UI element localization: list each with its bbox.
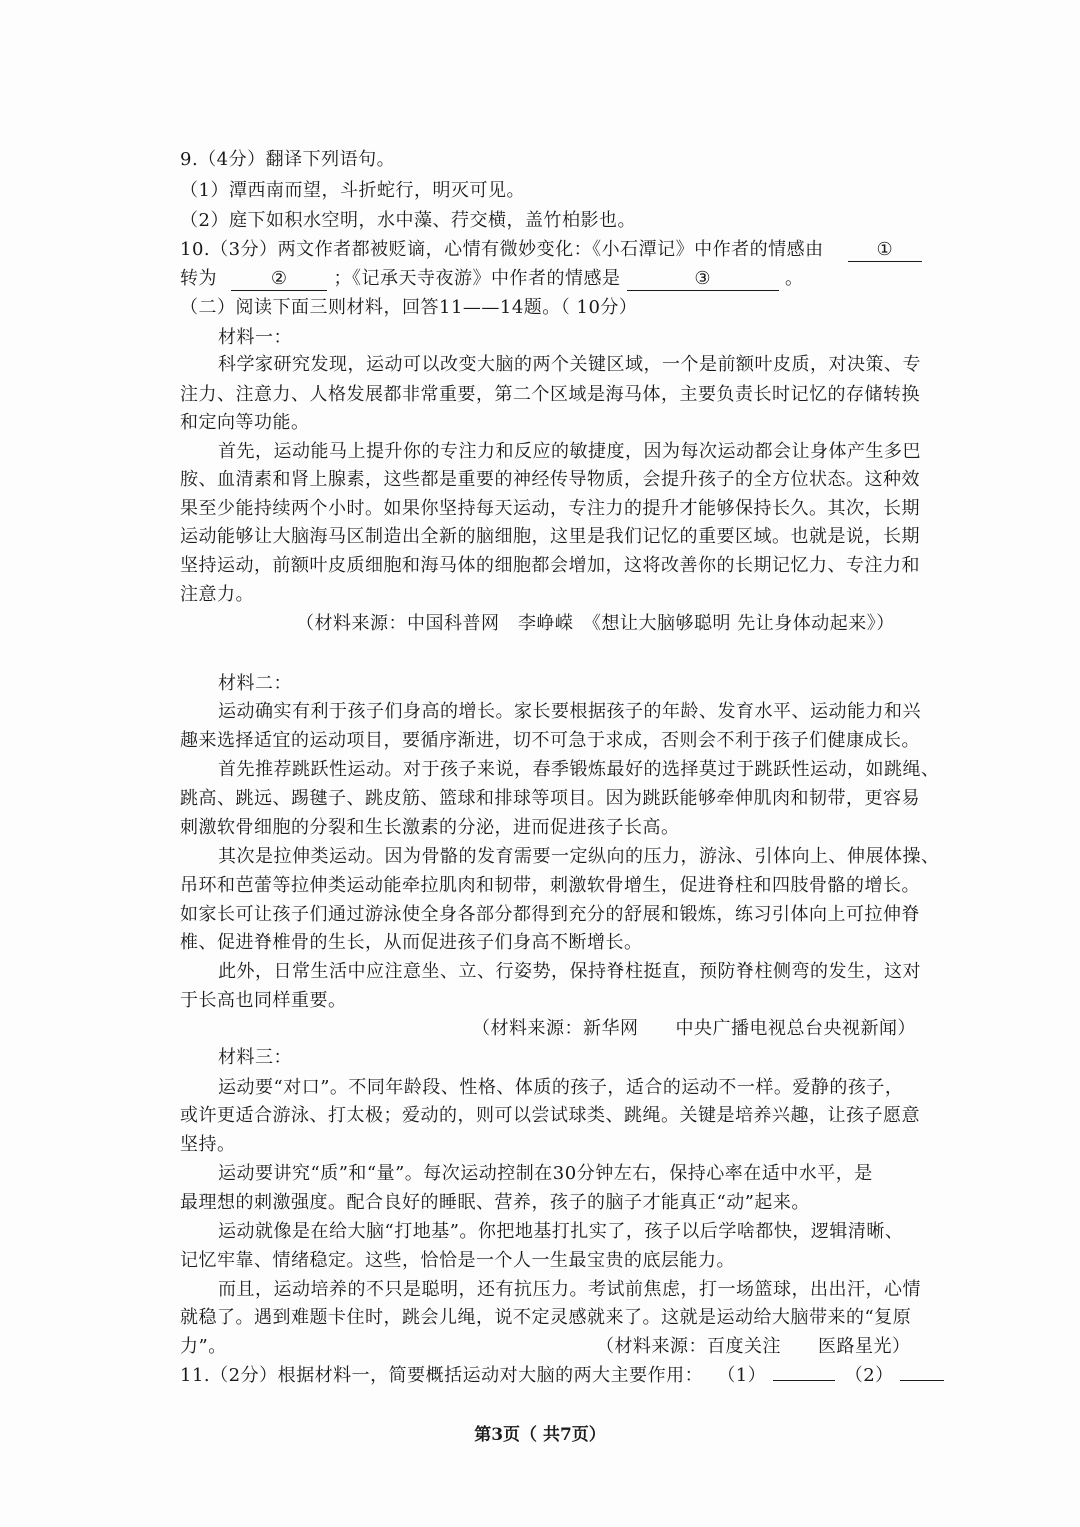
m1-p2-line: 运动能够让大脑海马区制造出全新的脑细胞，这里是我们记忆的重要区域。也就是说，长期 [180,526,920,547]
q10-blank-2[interactable]: ② [231,268,327,291]
q10-blank-3[interactable]: ③ [627,268,779,291]
q9-heading: 9.（4分）翻译下列语句。 [180,149,396,170]
m1-p2-line: 坚持运动，前额叶皮质细胞和海马体的细胞都会增加，这将改善你的长期记忆力、专注力和 [180,555,920,576]
m3-p1-line: 坚持。 [180,1134,236,1155]
m3-p3-line: 运动就像是在给大脑“打地基”。你把地基打扎实了，孩子以后学啥都快，逻辑清晰、 [218,1221,904,1242]
material-2-source: （材料来源：新华网 中央广播电视总台央视新闻） [472,1018,916,1039]
q11-blank-2[interactable] [900,1380,944,1381]
material-1-title: 材料一： [218,327,292,348]
m3-p1-line: 或许更适合游泳、打太极；爱动的，则可以尝试球类、跳绳。关键是培养兴趣，让孩子愿意 [180,1105,920,1126]
material-3-source: （材料来源：百度关注 医路星光） [596,1336,911,1357]
m2-p3-line: 吊环和芭蕾等拉伸类运动能牵拉肌肉和韧带，刺激软骨增生，促进脊柱和四肢骨骼的增长。 [180,875,920,896]
m2-p4-line: 于长高也同样重要。 [180,990,347,1011]
m2-p2-line: 首先推荐跳跃性运动。对于孩子来说，春季锻炼最好的选择莫过于跳跃性运动，如跳绳、 [218,759,940,780]
q10-blank-1[interactable]: ① [848,239,922,262]
m3-p4-line: 力”。 [180,1336,227,1357]
q11-blank-1[interactable] [773,1380,835,1381]
q11-line [180,1363,944,1389]
m2-p4-line: 此外，日常生活中应注意坐、立、行姿势，保持脊柱挺直，预防脊柱侧弯的发生，这对 [218,961,921,982]
m3-p3-line: 记忆牢靠、情绪稳定。这些，恰恰是一个人一生最宝贵的底层能力。 [180,1250,735,1271]
m2-p3-line: 如家长可让孩子们通过游泳使全身各部分都得到充分的舒展和锻炼，练习引体向上可拉伸脊 [180,904,920,925]
q10-text-b: 转为 [180,268,217,289]
m1-p2-line: 首先，运动能马上提升你的专注力和反应的敏捷度，因为每次运动都会让身体产生多巴 [218,441,921,462]
material-1-source: （材料来源：中国科普网 李峥嵘 《想让大脑够聪明 先让身体动起来》） [296,613,895,634]
q9-item-1: （1）潭西南而望，斗折蛇行，明灭可见。 [180,180,525,201]
m1-p2-line: 胺、血清素和肾上腺素，这些都是重要的神经传导物质，会提升孩子的全方位状态。这种效 [180,469,920,490]
q10-line-2 [180,266,803,292]
m1-p1-line: 注力、注意力、人格发展都非常重要，第二个区域是海马体，主要负责长时记忆的存储转换 [180,384,920,405]
m1-p1-line: 和定向等功能。 [180,412,310,433]
m1-p2-line: 果至少能持续两个小时。如果你坚持每天运动，专注力的提升才能够保持长久。其次，长期 [180,498,920,519]
m1-p2-line: 注意力。 [180,584,254,605]
m2-p2-line: 跳高、跳远、踢毽子、跳皮筋、篮球和排球等项目。因为跳跃能够牵伸肌肉和韧带，更容易 [180,788,920,809]
m3-p4-line: 而且，运动培养的不只是聪明，还有抗压力。考试前焦虑，打一场篮球，出出汗，心情 [218,1279,921,1300]
m2-p1-line: 趣来选择适宜的运动项目，要循序渐进，切不可急于求成，否则会不利于孩子们健康成长。 [180,730,920,751]
q10-text-c: ；《记承天寺夜游》中作者的情感是 [333,268,621,289]
m3-p1-line: 运动要“对口”。不同年龄段、性格、体质的孩子，适合的运动不一样。爱静的孩子， [218,1077,904,1098]
m2-p2-line: 刺激软骨细胞的分裂和生长激素的分泌，进而促进孩子长高。 [180,817,680,838]
m3-p2-line: 最理想的刺激强度。配合良好的睡眠、营养，孩子的脑子才能真正“动”起来。 [180,1192,810,1213]
q9-item-2: （2）庭下如积水空明，水中藻、荇交横，盖竹柏影也。 [180,210,636,231]
material-3-title: 材料三： [218,1047,292,1068]
q10-text-d: 。 [784,268,804,289]
q10-text-a: 10.（3分）两文作者都被贬谪，心情有微妙变化：《小石潭记》中作者的情感由 [180,239,824,260]
q11-label-2: （2） [844,1365,894,1386]
m2-p1-line: 运动确实有利于孩子们身高的增长。家长要根据孩子的年龄、发育水平、运动能力和兴 [218,701,921,722]
q11-label-1: （1） [717,1365,767,1386]
m2-p3-line: 椎、促进脊椎骨的生长，从而促进孩子们身高不断增长。 [180,932,643,953]
material-2-title: 材料二： [218,673,292,694]
m2-p3-line: 其次是拉伸类运动。因为骨骼的发育需要一定纵向的压力，游泳、引体向上、伸展体操、 [218,846,940,867]
q11-text: 11.（2分）根据材料一，简要概括运动对大脑的两大主要作用： [180,1365,704,1386]
m3-p2-line: 运动要讲究“质”和“量”。每次运动控制在30分钟左右，保持心率在适中水平，是 [218,1163,873,1184]
m1-p1-line: 科学家研究发现，运动可以改变大脑的两个关键区域，一个是前额叶皮质，对决策、专 [218,354,921,375]
m3-p4-line: 就稳了。遇到难题卡住时，跳会儿绳，说不定灵感就来了。这就是运动给大脑带来的“复原 [180,1307,912,1328]
page-footer: 第3页（ 共7页） [474,1425,606,1445]
q10-line-1 [180,237,922,263]
section-2-heading: （二）阅读下面三则材料，回答11——14题。（ 10分） [180,297,638,318]
